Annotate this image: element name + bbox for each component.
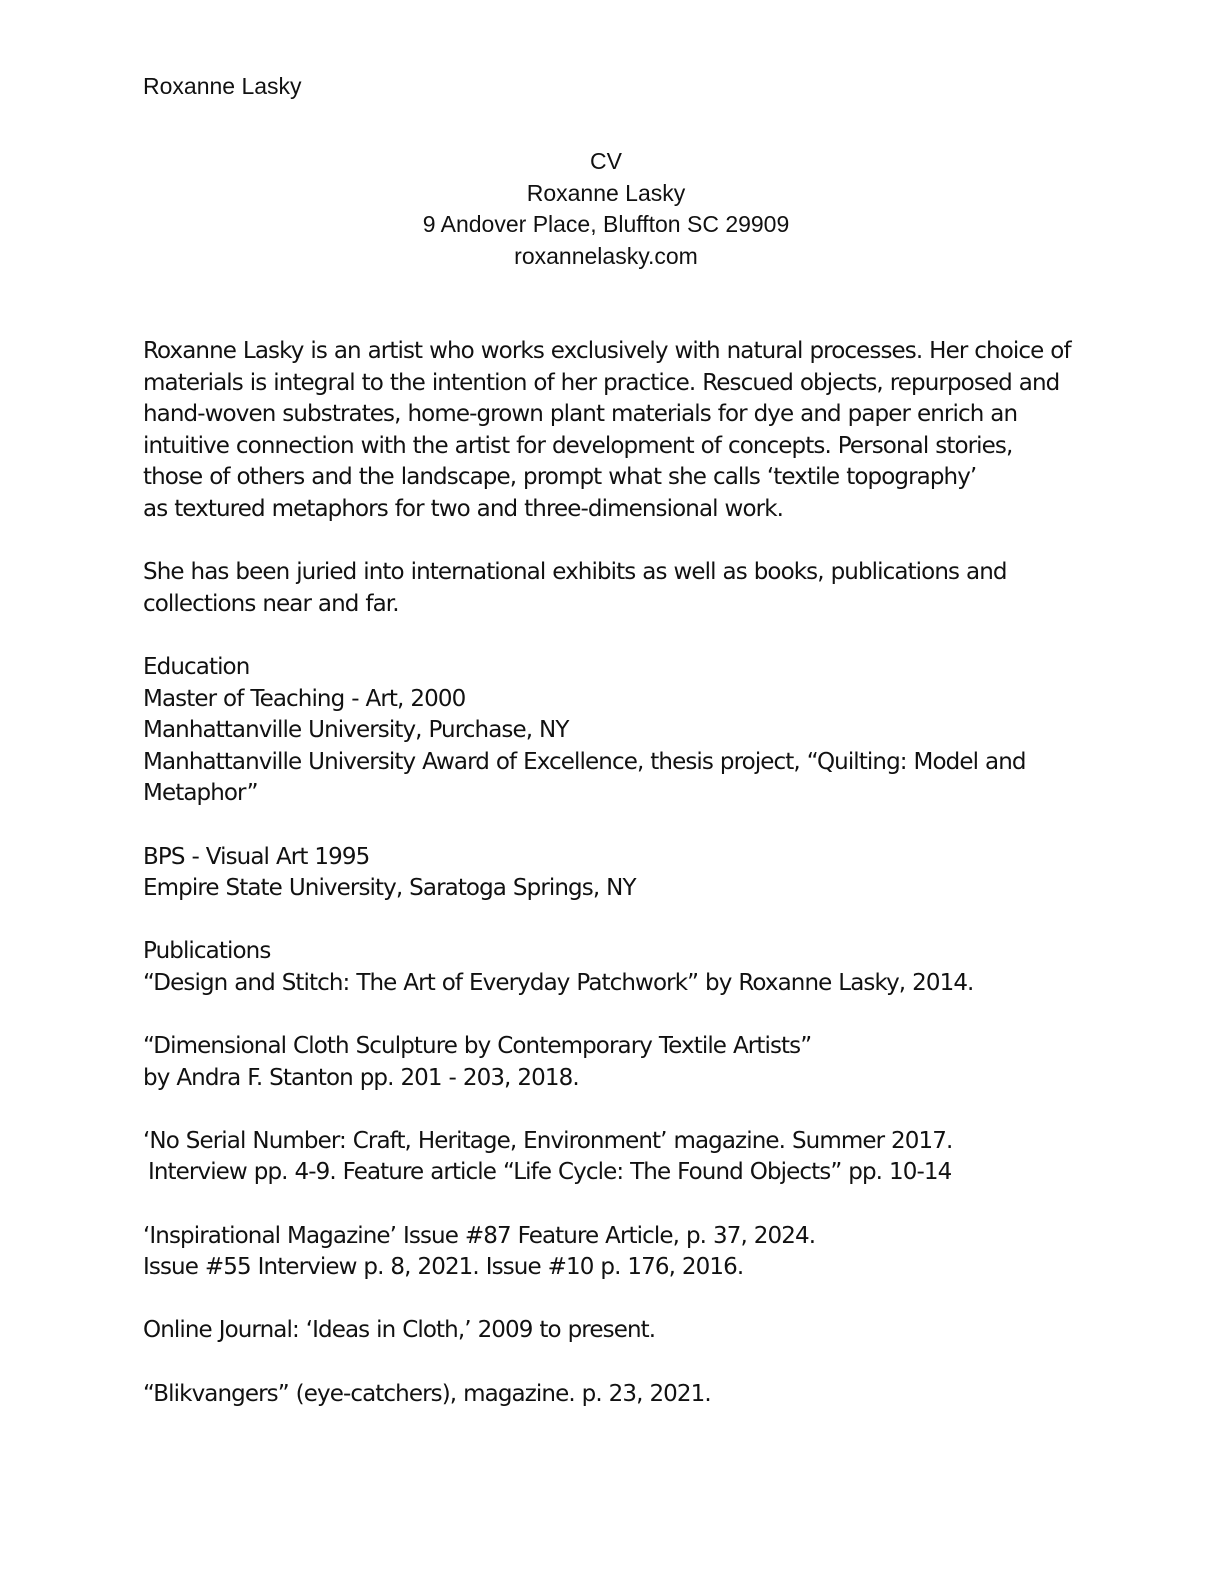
publications-heading: Publications — [143, 938, 271, 965]
publication-entry-4 — [143, 1221, 1083, 1284]
bio-line: those of others and the landscape, prompt what she calls ‘textile topography’ — [143, 464, 977, 491]
document-title: CV — [590, 148, 622, 174]
bio-line: Roxanne Lasky is an artist who works exclusively with natural processes. Her choice of — [143, 338, 1071, 364]
publication-line: “Design and Stitch: The Art of Everyday Patchwork” by Roxanne Lasky, 2014. — [143, 969, 974, 996]
bio-paragraph-1 — [143, 336, 1083, 526]
bio-line: as textured metaphors for two and three-dimensional work. — [143, 495, 784, 522]
running-header-name: Roxanne Lasky — [143, 73, 302, 99]
publication-entry-3 — [143, 1126, 1083, 1189]
publication-line: ‘Inspirational Magazine’ Issue #87 Feature Article, p. 37, 2024. — [143, 1222, 816, 1249]
publication-line: ‘No Serial Number: Craft, Heritage, Environment’ magazine. Summer 2017. — [143, 1127, 953, 1154]
author-name: Roxanne Lasky — [526, 179, 686, 206]
education-line: Empire State University, Saratoga Springs, NY — [143, 875, 636, 902]
bio-paragraph-2 — [143, 557, 1083, 620]
bio-line: intuitive connection with the artist for development of concepts. Personal stories, — [143, 432, 1013, 459]
publication-line: by Andra F. Stanton pp. 201 - 203, 2018. — [143, 1064, 579, 1091]
education-line: Manhattanville University Award of Excellence, thesis project, “Quilting: Model and — [143, 748, 1026, 775]
bio-line: hand-woven substrates, home-grown plant materials for dye and paper enrich an — [143, 401, 1018, 428]
education-line: BPS - Visual Art 1995 — [143, 843, 370, 870]
cv-body — [143, 336, 1083, 1442]
title-block — [143, 146, 1069, 272]
cv-page — [143, 70, 1083, 1407]
education-line: Master of Teaching - Art, 2000 — [143, 685, 466, 712]
bio-line: She has been juried into international exhibits as well as books, publications and — [143, 559, 1007, 586]
publication-line: Online Journal: ‘Ideas in Cloth,’ 2009 to present. — [143, 1317, 656, 1344]
author-address: 9 Andover Place, Bluffton SC 29909 — [422, 211, 790, 237]
education-heading: Education — [143, 653, 250, 680]
publication-line: Issue #55 Interview p. 8, 2021. Issue #10 p. 176, 2016. — [143, 1254, 744, 1281]
publication-entry-2 — [143, 1031, 1083, 1094]
bio-line: materials is integral to the intention of her practice. Rescued objects, repurposed and — [143, 369, 1060, 396]
publication-entry-5 — [143, 1315, 1083, 1347]
bio-line: collections near and far. — [143, 590, 399, 617]
education-line: Manhattanville University, Purchase, NY — [143, 717, 569, 744]
publication-line: Interview pp. 4-9. Feature article “Life Cycle: The Found Objects” pp. 10-14 — [148, 1159, 952, 1186]
education-entry-2 — [143, 842, 1083, 905]
publication-line: “Dimensional Cloth Sculpture by Contemporary Textile Artists” — [143, 1033, 812, 1060]
author-website: roxannelasky.com — [514, 242, 698, 269]
education-entry-1 — [143, 652, 1083, 810]
education-line: Metaphor” — [143, 780, 258, 807]
publication-line: “Blikvangers” (eye-catchers), magazine. p. 23, 2021. — [143, 1380, 711, 1407]
publication-entry-1 — [143, 936, 1083, 999]
publication-entry-6 — [143, 1379, 1083, 1411]
